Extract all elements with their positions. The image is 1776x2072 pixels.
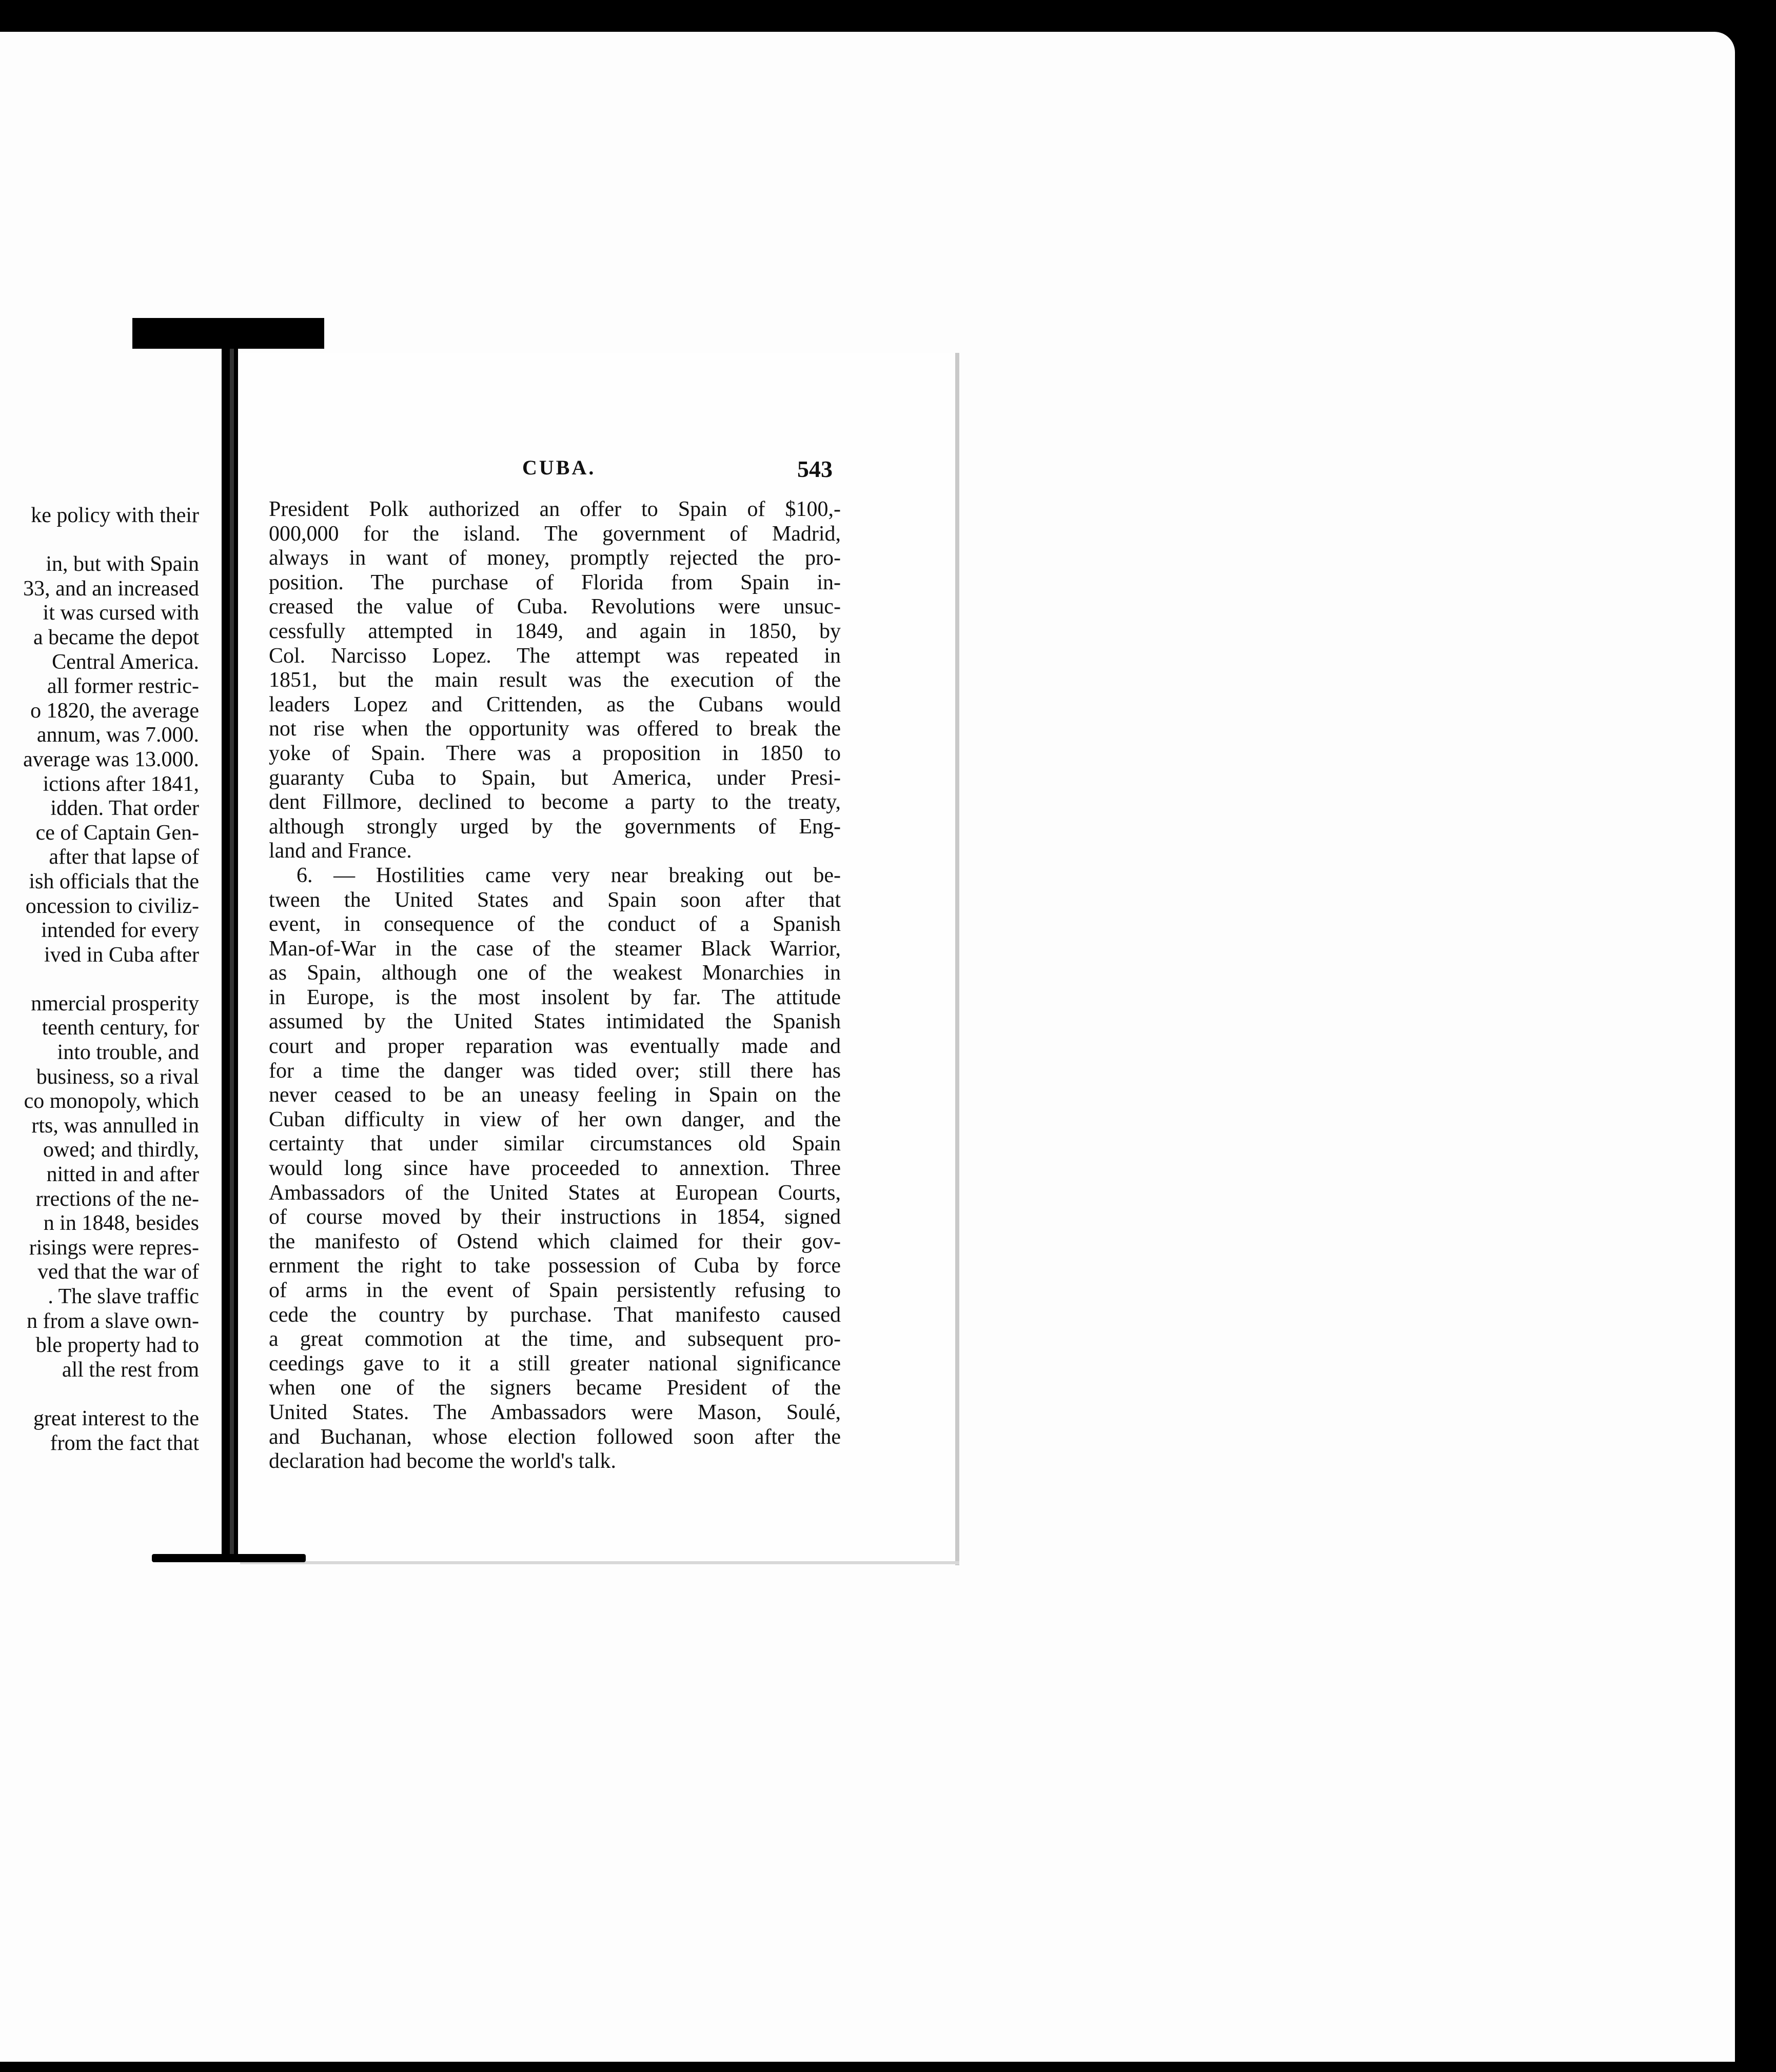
- text-line: ble property had to: [35, 1333, 199, 1358]
- text-line: yoke of Spain. There was a proposition in 1850 to: [269, 741, 841, 765]
- text-line: for a time the danger was tided over; still there has: [269, 1059, 841, 1083]
- text-line: teenth century, for: [42, 1016, 199, 1040]
- text-line: ictions after 1841,: [43, 772, 199, 796]
- text-line: certainty that under similar circumstances old Spain: [269, 1132, 841, 1156]
- text-line: 33, and an increased: [23, 576, 199, 601]
- text-line: . The slave traffic: [48, 1285, 199, 1308]
- text-line: a became the depot: [33, 625, 199, 649]
- text-line: as Spain, although one of the weakest Monarchies in: [269, 961, 841, 985]
- text-line: in Europe, is the most insolent by far. The attitude: [269, 985, 841, 1009]
- page-number: 543: [797, 456, 833, 482]
- text-line: 000,000 for the island. The government of Madrid,: [269, 522, 841, 546]
- binding-clip-foot: [152, 1554, 306, 1562]
- text-line: after that lapse of: [49, 845, 199, 869]
- text-line: great interest to the: [33, 1406, 199, 1430]
- text-line: creased the value of Cuba. Revolutions were unsuc-: [269, 595, 841, 619]
- text-line: position. The purchase of Florida from Spain in-: [269, 570, 841, 594]
- text-line: nitted in and after: [46, 1163, 199, 1187]
- text-line: guaranty Cuba to Spain, but America, under Presi-: [269, 766, 841, 790]
- text-line: although strongly urged by the governments of Eng-: [269, 814, 841, 839]
- text-line: all the rest from: [62, 1358, 199, 1382]
- text-line: leaders Lopez and Crittenden, as the Cubans would: [269, 692, 841, 716]
- paragraph-gap: [0, 528, 199, 553]
- text-line: land and France.: [269, 839, 412, 863]
- binding-clip-top: [132, 318, 324, 349]
- text-line: business, so a rival: [36, 1065, 199, 1089]
- text-line: dent Fillmore, declined to become a party to the treaty,: [269, 790, 841, 814]
- text-line: of arms in the event of Spain persistently refusing to: [269, 1279, 841, 1302]
- text-line: n from a slave own-: [27, 1309, 199, 1333]
- text-line: all former restric-: [47, 674, 199, 699]
- text-line: declaration had become the world's talk.: [269, 1449, 616, 1473]
- text-line: co monopoly, which: [24, 1089, 199, 1113]
- text-line: court and proper reparation was eventually made and: [269, 1034, 841, 1059]
- text-line: cede the country by purchase. That manifesto caused: [269, 1303, 841, 1327]
- text-line: ernment the right to take possession of Cuba by force: [269, 1254, 841, 1278]
- text-line: and Buchanan, whose election followed soon after the: [269, 1425, 841, 1449]
- text-line: Col. Narcisso Lopez. The attempt was repeated in: [269, 644, 841, 668]
- text-line: ceedings gave to it a still greater national significance: [269, 1351, 841, 1376]
- right-page-body-text: [269, 497, 841, 1474]
- text-line: would long since have proceeded to annextion. Three: [269, 1157, 841, 1181]
- text-line: never ceased to be an uneasy feeling in Spain on the: [269, 1083, 841, 1107]
- text-line: idden. That order: [50, 796, 199, 821]
- page-bottom-shadow: [240, 1561, 959, 1564]
- text-line: rrections of the ne-: [35, 1187, 199, 1211]
- text-line: of course moved by their instructions in 1854, signed: [269, 1205, 841, 1229]
- running-head: CUBA.: [522, 456, 596, 479]
- text-line: in, but with Spain: [46, 552, 199, 576]
- text-line: cessfully attempted in 1849, and again in 1850, by: [269, 619, 841, 643]
- text-line: when one of the signers became President of the: [269, 1376, 841, 1400]
- text-line: it was cursed with: [43, 601, 199, 625]
- text-line: intended for every: [41, 919, 199, 943]
- paragraph-gap: [0, 967, 199, 992]
- text-line: average was 13.000.: [23, 747, 199, 771]
- text-line: into trouble, and: [57, 1041, 199, 1065]
- text-line: Cuban difficulty in view of her own danger, and the: [269, 1107, 841, 1131]
- text-line: 6. — Hostilities came very near breaking out be-: [297, 863, 841, 887]
- text-line: annum, was 7.000.: [36, 723, 199, 747]
- scan-edge-mark: [1746, 1621, 1753, 1628]
- text-line: risings were repres-: [29, 1236, 199, 1260]
- text-line: President Polk authorized an offer to Spain of $100,-: [269, 497, 841, 521]
- text-line: rts, was annulled in: [31, 1113, 199, 1138]
- text-line: Central America.: [52, 650, 199, 674]
- text-line: United States. The Ambassadors were Mason, Soulé,: [269, 1400, 841, 1424]
- text-line: ke policy with their: [31, 504, 199, 527]
- text-line: n in 1848, besides: [43, 1211, 199, 1236]
- paragraph-gap: [0, 1382, 199, 1407]
- page-edge-shadow: [955, 353, 959, 1565]
- text-line: o 1820, the average: [30, 699, 199, 723]
- text-line: ce of Captain Gen-: [35, 821, 199, 845]
- text-line: ish officials that the: [29, 869, 199, 893]
- text-line: a great commotion at the time, and subsequent pro-: [269, 1327, 841, 1351]
- text-line: ived in Cuba after: [44, 943, 199, 967]
- text-line: tween the United States and Spain soon after that: [269, 888, 841, 912]
- text-line: not rise when the opportunity was offered to break the: [269, 717, 841, 741]
- scan-edge-mark: [1746, 1641, 1751, 1646]
- left-page-text-fragment: [0, 504, 199, 1456]
- text-line: assumed by the United States intimidated the Spanish: [269, 1010, 841, 1034]
- text-line: the manifesto of Ostend which claimed for their gov-: [269, 1229, 841, 1253]
- text-line: 1851, but the main result was the execution of the: [269, 668, 841, 692]
- text-line: Ambassadors of the United States at European Courts,: [269, 1181, 841, 1205]
- binding-clip-highlight: [230, 349, 234, 1559]
- text-line: oncession to civiliz-: [25, 894, 199, 918]
- text-line: event, in consequence of the conduct of a Spanish: [269, 912, 841, 937]
- text-line: ved that the war of: [37, 1260, 199, 1284]
- text-line: always in want of money, promptly rejected the pro-: [269, 546, 841, 570]
- text-line: owed; and thirdly,: [43, 1138, 199, 1162]
- text-line: from the fact that: [50, 1431, 199, 1455]
- text-line: nmercial prosperity: [31, 991, 199, 1015]
- text-line: Man-of-War in the case of the steamer Black Warrior,: [269, 937, 841, 961]
